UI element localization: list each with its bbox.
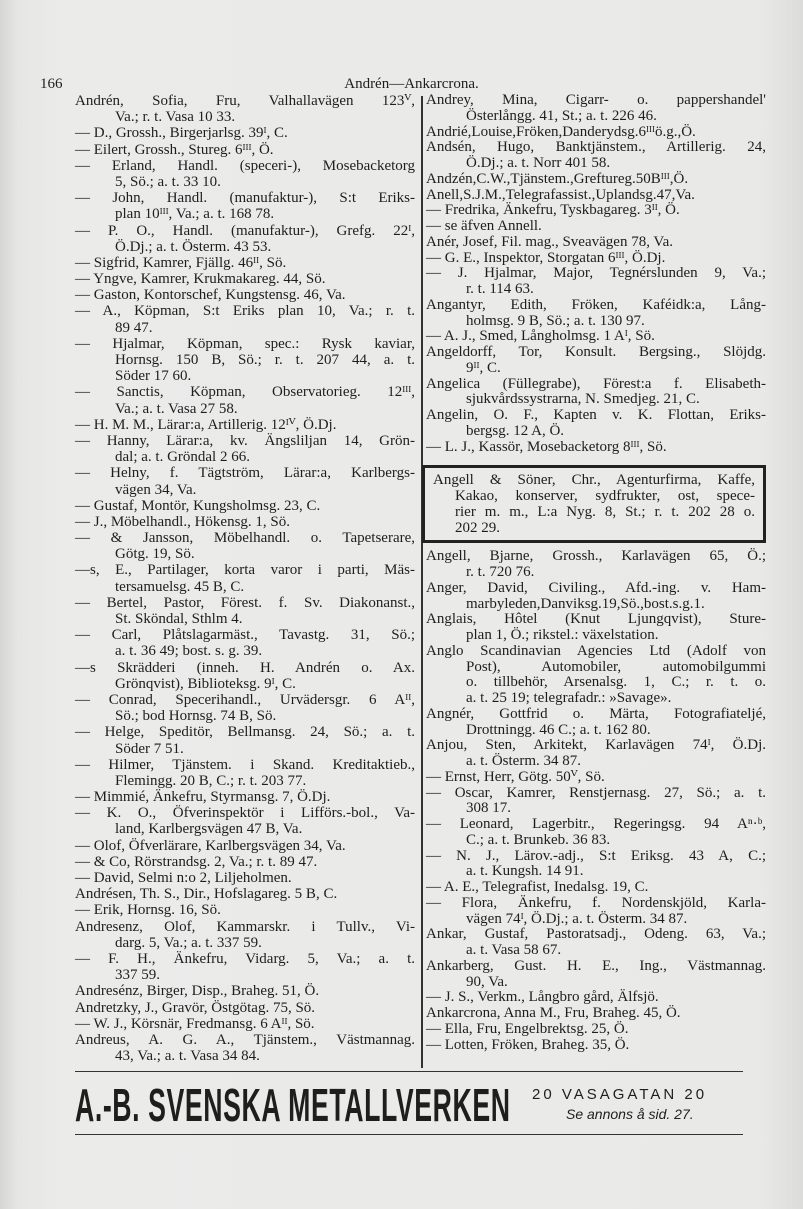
- entry-line: — A., Köpman, S:t Eriks plan 10, Va.; r. t.: [75, 303, 415, 320]
- entry-line: — Hanny, Lärar:a, kv. Ängsliljan 14, Grön-: [75, 432, 415, 449]
- entry-line: Andsén, Hugo, Banktjänstem., Artillerig. 24,: [426, 139, 766, 156]
- directory-entry: [75, 951, 415, 983]
- directory-entry: [426, 235, 766, 251]
- directory-entry: [75, 498, 415, 514]
- entry-line: Angeldorff, Tor, Konsult. Bergsing., Slöjdg.: [426, 344, 766, 360]
- entry-line: Anjou, Sten, Arkitekt, Karlavägen 74ᴵ, Ö.Dj.: [426, 737, 766, 754]
- directory-entry: [426, 345, 766, 377]
- directory-entry: [426, 1006, 766, 1022]
- directory-entry: [426, 377, 766, 409]
- left-column: [75, 93, 415, 1064]
- entry-continuation-line: Sö.; bod Hornsg. 74 B, Sö.: [115, 708, 277, 725]
- entry-line: — N. J., Lärov.-adj., S:t Eriksg. 43 A, C.;: [426, 847, 766, 864]
- footer-ad-address: 20 VASAGATAN 20: [532, 1086, 708, 1103]
- entry-line: — John, Handl. (manufaktur-), S:t Eriks-: [75, 190, 415, 207]
- directory-entry: [426, 1038, 766, 1054]
- entry-continuation-line: 337 59.: [115, 967, 160, 984]
- entry-continuation-line: sjukvårdssystrarna, N. Smedjeg. 21, C.: [466, 391, 700, 408]
- entry-line: — Olof, Öfverlärare, Karlbergsvägen 34, Va.: [75, 837, 346, 854]
- ad-line: Kakao, konserver, sydfrukter, ost, spece-: [455, 488, 755, 504]
- entry-continuation-line: dal; a. t. Gröndal 2 66.: [115, 449, 250, 466]
- entry-line: Angell, Bjarne, Grossh., Karlavägen 65, Ö.;: [426, 548, 766, 565]
- entry-continuation-line: Flemingg. 20 B, C.; r. t. 203 77.: [115, 772, 307, 789]
- entry-continuation-line: 43, Va.; a. t. Vasa 34 84.: [115, 1048, 260, 1065]
- directory-entry: [426, 188, 766, 204]
- directory-entry: [75, 1016, 415, 1032]
- entry-line: — D., Grossh., Birgerjarlsg. 39ᴵ, C.: [75, 125, 288, 142]
- directory-entry: [426, 959, 766, 991]
- entry-line: — Lotten, Fröken, Braheg. 35, Ö.: [426, 1036, 630, 1053]
- entry-continuation-line: plan 10ᴵᴵᴵ, Va.; a. t. 168 78.: [115, 206, 275, 223]
- directory-entry: [75, 627, 415, 659]
- entry-continuation-line: vägen 34, Va.: [115, 481, 197, 498]
- entry-line: — H. M. M., Lärar:a, Artillerig. 12ᴵⱽ, Ö.Dj.: [75, 416, 337, 433]
- directory-entry: [426, 581, 766, 613]
- directory-entry: [75, 303, 415, 335]
- directory-entry: [75, 854, 415, 870]
- entry-line: Andresénz, Birger, Disp., Braheg. 51, Ö.: [75, 983, 320, 1000]
- directory-entry: [75, 660, 415, 692]
- entry-continuation-line: bergsg. 12 A, Ö.: [466, 422, 565, 439]
- entry-continuation-line: Söder 7 51.: [115, 740, 184, 757]
- directory-entry: [75, 724, 415, 756]
- entry-line: Anell,S.J.M.,Telegrafassist.,Uplandsg.47,Va.: [426, 186, 695, 203]
- entry-line: — Flora, Änkefru, f. Nordenskjöld, Karla-: [426, 894, 766, 911]
- directory-entry: [426, 251, 766, 267]
- directory-entry: [75, 789, 415, 805]
- entry-continuation-line: r. t. 114 63.: [466, 281, 534, 297]
- entry-continuation-line: Va.; r. t. Vasa 10 33.: [115, 109, 236, 126]
- entry-line: —s Skrädderi (inneh. H. Andrén o. Ax.: [75, 659, 415, 676]
- directory-entry: [75, 93, 415, 125]
- directory-entry: [426, 125, 766, 141]
- entry-line: — J. Hjalmar, Major, Tegnérslunden 9, Va.;: [426, 265, 766, 282]
- directory-entry: [426, 990, 766, 1006]
- entry-continuation-line: vägen 74ᴵ, Ö.Dj.; a. t. Österm. 34 87.: [466, 910, 688, 927]
- directory-entry: [75, 158, 415, 190]
- entry-continuation-line: marbyleden,Danviksg.19,Sö.,bost.s.g.1.: [466, 595, 705, 612]
- entry-continuation-line: Drottningg. 46 C.; a. t. 162 80.: [466, 721, 651, 738]
- footer-rule-bottom: [75, 1134, 743, 1135]
- entry-line: — J., Möbelhandl., Hökensg. 1, Sö.: [75, 513, 290, 530]
- entry-continuation-line: a. t. 25 19; telegrafadr.: »Savage».: [466, 690, 672, 706]
- entry-continuation-line: darg. 5, Va.; a. t. 337 59.: [115, 934, 262, 951]
- directory-entry: [75, 336, 415, 385]
- entry-line: Angelin, O. F., Kapten v. K. Flottan, Eriks-: [426, 407, 766, 423]
- directory-entry: [75, 125, 415, 141]
- directory-entry: [426, 612, 766, 644]
- entry-line: — W. J., Körsnär, Fredmansg. 6 Aᴵᴵ, Sö.: [75, 1015, 315, 1032]
- entry-continuation-line: o. tillbehör, Arsenalsg. 1, C.; r. t. o.: [466, 674, 766, 691]
- directory-entry: [426, 203, 766, 219]
- directory-entry: [75, 805, 415, 837]
- entry-line: Andretzky, J., Gravör, Östgötag. 75, Sö.: [75, 999, 316, 1016]
- entry-line: — Leonard, Lagerbitr., Regeringsg. 94 Aⁿ·ᵇ,: [426, 816, 766, 832]
- entry-continuation-line: Ö.Dj.; a. t. Österm. 43 53.: [115, 238, 272, 255]
- entry-line: Andrié,Louise,Fröken,Danderydsg.6ᴵᴵᴵö.g.,Ö.: [426, 123, 696, 140]
- directory-entry: [426, 896, 766, 928]
- directory-entry: [426, 219, 766, 235]
- directory-entry: [426, 849, 766, 881]
- boxed-advertisement: [422, 465, 766, 543]
- entry-continuation-line: 9ᴵᴵ, C.: [466, 359, 501, 376]
- entry-line: — Ella, Fru, Engelbrektsg. 25, Ö.: [426, 1020, 629, 1037]
- directory-entry: [75, 886, 415, 902]
- directory-entry: [426, 927, 766, 959]
- entry-line: — Carl, Plåtslagarmäst., Tavastg. 31, Sö.;: [75, 627, 415, 644]
- entry-line: — L. J., Kassör, Mosebacketorg 8ᴵᴵᴵ, Sö.: [426, 438, 667, 455]
- directory-entry: [75, 870, 415, 886]
- right-column-top: [426, 93, 766, 455]
- directory-entry: [426, 738, 766, 770]
- ad-line: 202 29.: [455, 519, 500, 536]
- footer-ad-company: A.-B. SVENSKA METALLVERKEN: [75, 1079, 511, 1131]
- directory-entry: [75, 757, 415, 789]
- entry-line: — A. J., Smed, Långholmsg. 1 Aᴵ, Sö.: [426, 328, 655, 345]
- entry-line: — Eilert, Grossh., Stureg. 6ᴵᴵᴵ, Ö.: [75, 141, 274, 158]
- entry-line: — Yngve, Kamrer, Krukmakareg. 44, Sö.: [75, 271, 326, 288]
- ad-line: Angell & Söner, Chr., Agenturfirma, Kaffe,: [433, 472, 755, 489]
- directory-entry: [75, 919, 415, 951]
- directory-entry: [426, 770, 766, 786]
- directory-entry: [75, 142, 415, 158]
- entry-line: Andresenz, Olof, Kammarskr. i Tullv., Vi-: [75, 918, 415, 935]
- directory-entry: [426, 408, 766, 440]
- directory-entry: [75, 271, 415, 287]
- directory-entry: [75, 384, 415, 416]
- entry-line: Andzén,C.W.,Tjänstem.,Greftureg.50Bᴵᴵᴵ,Ö.: [426, 170, 689, 187]
- directory-entry: [426, 298, 766, 330]
- entry-line: — K. O., Öfverinspektör i Lifförs.-bol., Va-: [75, 805, 415, 822]
- directory-entry: [426, 549, 766, 581]
- entry-line: — & Jansson, Möbelhandl. o. Tapetserare,: [75, 530, 415, 547]
- entry-continuation-line: a. t. 36 49; bost. s. g. 39.: [115, 643, 263, 660]
- directory-entry: [75, 562, 415, 594]
- entry-line: Angantyr, Edith, Fröken, Kaféidk:a, Lång-: [426, 296, 766, 313]
- entry-continuation-line: 89 47.: [115, 319, 153, 336]
- entry-continuation-line: Grönqvist), Biblioteksg. 9ᴵ, C.: [115, 675, 296, 692]
- entry-line: Ankarcrona, Anna M., Fru, Braheg. 45, Ö.: [426, 1005, 681, 1021]
- directory-entry: [75, 433, 415, 465]
- directory-entry: [75, 530, 415, 562]
- directory-entry: [426, 707, 766, 739]
- entry-line: — David, Selmi n:o 2, Liljeholmen.: [75, 870, 292, 886]
- directory-entry: [75, 255, 415, 271]
- entry-line: — Erik, Hornsg. 16, Sö.: [75, 902, 221, 919]
- entry-line: Andrén, Sofia, Fru, Valhallavägen 123ⱽ,: [75, 93, 415, 109]
- entry-line: Angelica (Füllegrabe), Förest:a f. Elisabeth-: [426, 375, 766, 392]
- entry-continuation-line: a. t. Österm. 34 87.: [466, 753, 581, 769]
- directory-entry: [426, 644, 766, 707]
- right-column: [426, 93, 766, 1053]
- directory-entry: [75, 838, 415, 854]
- entry-line: — Hjalmar, Köpman, spec.: Rysk kaviar,: [75, 335, 415, 352]
- entry-continuation-line: Va.; a. t. Vasa 27 58.: [115, 400, 238, 417]
- entry-continuation-line: land, Karlbergsvägen 47 B, Va.: [115, 821, 303, 838]
- entry-line: Angnér, Gottfrid o. Märta, Fotografiateljé,: [426, 705, 766, 722]
- directory-entry: [75, 692, 415, 724]
- entry-line: Ankar, Gustaf, Pastoratsadj., Odeng. 63, Va.;: [426, 926, 766, 943]
- directory-entry: [426, 93, 766, 125]
- entry-line: — Helny, f. Tägtström, Lärar:a, Karlbergs-: [75, 465, 415, 482]
- directory-entry: [75, 1032, 415, 1064]
- directory-entry: [426, 266, 766, 298]
- entry-line: — Mimmié, Änkefru, Styrmansg. 7, Ö.Dj.: [75, 789, 331, 806]
- entry-continuation-line: Söder 17 60.: [115, 368, 192, 385]
- entry-line: Anglo Scandinavian Agencies Ltd (Adolf von: [426, 642, 766, 659]
- directory-entry: [75, 287, 415, 303]
- running-header: Andrén—Ankarcrona.: [344, 76, 479, 92]
- entry-line: — Bertel, Pastor, Förest. f. Sv. Diakonanst.,: [75, 594, 415, 611]
- entry-continuation-line: plan 1, Ö.; rikstel.: växelstation.: [466, 627, 659, 643]
- footer-ad-reference: Se annons å sid. 27.: [566, 1106, 694, 1122]
- entry-line: Anger, David, Civiling., Afd.-ing. v. Ham-: [426, 579, 766, 596]
- entry-line: Andrésen, Th. S., Dir., Hofslagareg. 5 B, C.: [75, 886, 338, 903]
- entry-line: Andrey, Mina, Cigarr- o. pappershandel': [426, 92, 766, 108]
- directory-entry: [75, 417, 415, 433]
- entry-continuation-line: Hornsg. 150 B, Sö.; r. t. 207 44, a. t.: [115, 352, 415, 368]
- entry-continuation-line: 90, Va.: [466, 973, 508, 990]
- entry-line: — Erland, Handl. (speceri-), Mosebacketorg: [75, 157, 415, 174]
- entry-line: — se äfven Annell.: [426, 218, 542, 234]
- entry-line: — Hilmer, Tjänstem. i Skand. Kreditaktieb.,: [75, 756, 415, 773]
- entry-continuation-line: 308 17.: [466, 800, 511, 817]
- directory-entry: [75, 595, 415, 627]
- footer-rule-top: [75, 1071, 743, 1072]
- entry-line: — J. S., Verkm., Långbro gård, Älfsjö.: [426, 989, 659, 1006]
- entry-continuation-line: Österlångg. 41, St.; a. t. 226 46.: [466, 107, 657, 124]
- entry-line: — Gustaf, Montör, Kungsholmsg. 23, C.: [75, 497, 321, 514]
- directory-entry: [426, 817, 766, 849]
- directory-entry: [75, 514, 415, 530]
- directory-entry: [426, 172, 766, 188]
- entry-continuation-line: r. t. 720 76.: [466, 564, 535, 580]
- entry-line: —s, E., Partilager, korta varor i parti, Mäs-: [75, 562, 415, 579]
- entry-line: Anér, Josef, Fil. mag., Sveavägen 78, Va.: [426, 233, 673, 250]
- entry-line: — Sanctis, Köpman, Observatorieg. 12ᴵᴵᴵ,: [75, 384, 415, 401]
- entry-continuation-line: a. t. Vasa 58 67.: [466, 942, 562, 958]
- directory-entry: [75, 190, 415, 222]
- right-column-bottom: [426, 549, 766, 1053]
- entry-line: Ankarberg, Gust. H. E., Ing., Västmannag.: [426, 957, 766, 974]
- entry-continuation-line: a. t. Kungsh. 14 91.: [466, 863, 584, 880]
- entry-line: — Sigfrid, Kamrer, Fjällg. 46ᴵᴵ, Sö.: [75, 254, 287, 271]
- entry-line: — A. E., Telegrafist, Inedalsg. 19, C.: [426, 879, 649, 895]
- directory-entry: [75, 1000, 415, 1016]
- entry-line: — & Co, Rörstrandsg. 2, Va.; r. t. 89 47.: [75, 853, 318, 870]
- directory-entry: [75, 223, 415, 255]
- entry-line: — P. O., Handl. (manufaktur-), Grefg. 22ᴵ,: [75, 222, 415, 239]
- entry-continuation-line: tersamuelsg. 45 B, C.: [115, 578, 245, 595]
- directory-entry: [426, 786, 766, 818]
- directory-entry: [75, 983, 415, 999]
- ad-line: rier m. m., L:a Nyg. 8, St.; r. t. 202 28 o.: [455, 503, 755, 520]
- entry-line: — Oscar, Kamrer, Renstjernasg. 27, Sö.; a. t.: [426, 784, 766, 801]
- column-divider: [421, 96, 423, 1068]
- entry-continuation-line: C.; a. t. Brunkeb. 36 83.: [466, 831, 611, 848]
- entry-line: — Ernst, Herr, Götg. 50ⱽ, Sö.: [426, 768, 605, 785]
- directory-entry: [426, 440, 766, 456]
- directory-entry: [426, 880, 766, 896]
- entry-line: — Gaston, Kontorschef, Kungstensg. 46, Va.: [75, 287, 346, 304]
- entry-continuation-line: Götg. 19, Sö.: [115, 546, 195, 563]
- directory-entry: [426, 1022, 766, 1038]
- entry-line: — Fredrika, Änkefru, Tyskbagareg. 3ᴵᴵ, Ö.: [426, 202, 680, 219]
- directory-entry: [75, 465, 415, 497]
- directory-entry: [75, 902, 415, 918]
- entry-line: — G. E., Inspektor, Storgatan 6ᴵᴵᴵ, Ö.Dj.: [426, 249, 666, 266]
- entry-line: — Conrad, Specerihandl., Urvädersgr. 6 Aᴵᴵ,: [75, 691, 415, 708]
- entry-continuation-line: Post), Automobiler, automobilgummi: [466, 658, 766, 675]
- entry-line: — F. H., Änkefru, Vidarg. 5, Va.; a. t.: [75, 950, 415, 967]
- entry-continuation-line: Ö.Dj.; a. t. Norr 401 58.: [466, 155, 611, 171]
- directory-entry: [426, 329, 766, 345]
- entry-line: Anglais, Hôtel (Knut Ljungqvist), Sture-: [426, 611, 766, 628]
- directory-entry: [426, 140, 766, 172]
- page-number: 166: [40, 76, 63, 92]
- entry-line: — Helge, Speditör, Bellmansg. 24, Sö.; a. t.: [75, 724, 415, 741]
- entry-line: Andreus, A. G. A., Tjänstem., Västmannag.: [75, 1031, 415, 1048]
- entry-continuation-line: 5, Sö.; a. t. 33 10.: [115, 173, 221, 190]
- entry-continuation-line: St. Sköndal, Sthlm 4.: [115, 611, 243, 627]
- entry-continuation-line: holmsg. 9 B, Sö.; a. t. 130 97.: [466, 312, 645, 329]
